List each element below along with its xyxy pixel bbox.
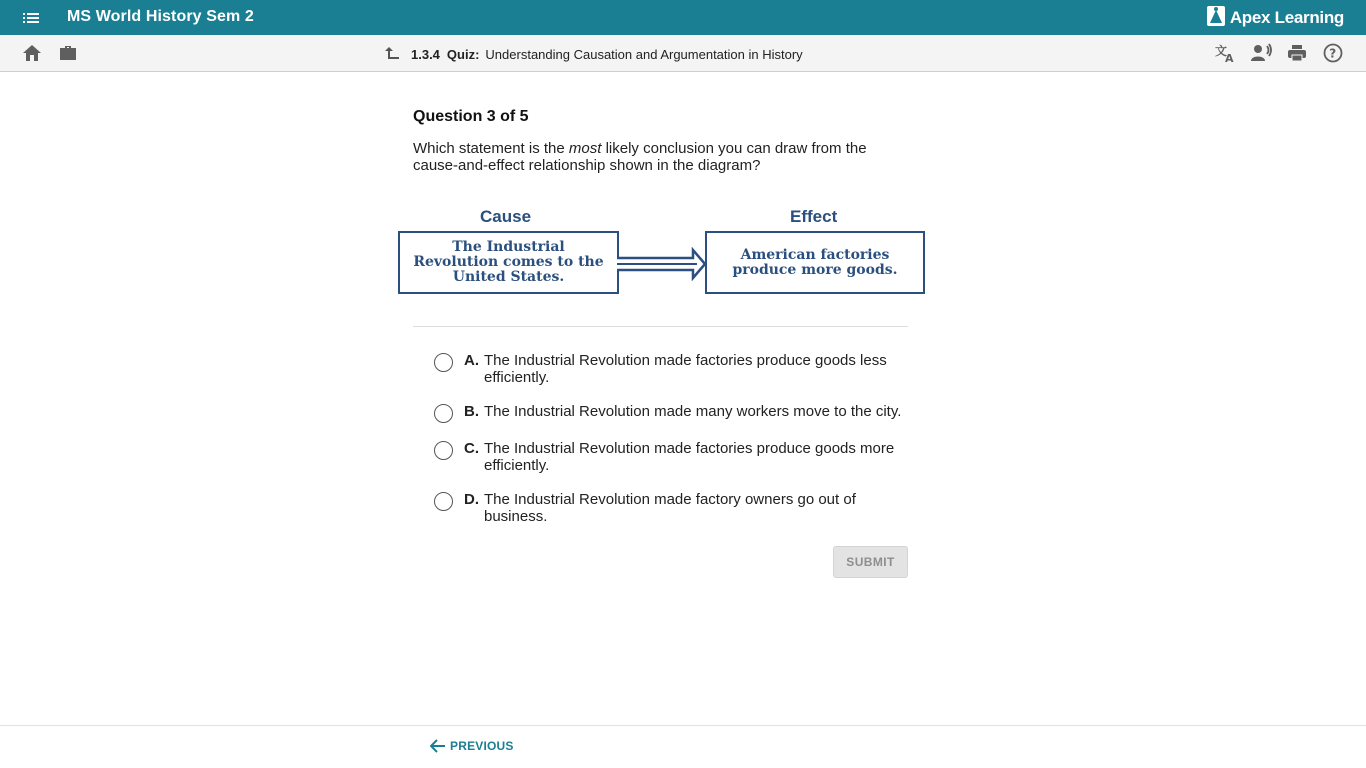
breadcrumb [383, 45, 803, 64]
choice-c[interactable] [434, 440, 914, 474]
top-bar [0, 0, 1366, 35]
previous-button[interactable] [430, 739, 514, 753]
radio-button[interactable] [434, 492, 453, 511]
menu-icon[interactable] [22, 9, 42, 27]
choice-text: The Industrial Revolution made factory owners go out of business. [484, 491, 856, 525]
activity-name: Understanding Causation and Argumentation in History [485, 47, 803, 62]
arrow-left-icon [430, 739, 446, 753]
help-icon[interactable] [1323, 43, 1343, 63]
print-icon[interactable] [1287, 43, 1307, 63]
choice-a[interactable] [434, 352, 914, 386]
radio-button[interactable] [434, 353, 453, 372]
submit-button[interactable]: SUBMIT [833, 546, 908, 578]
effect-heading: Effect [790, 207, 838, 226]
svg-text:文: 文 [1215, 44, 1228, 58]
up-arrow-icon[interactable] [383, 45, 401, 64]
choice-letter: C. [464, 440, 479, 457]
cause-box: The Industrial Revolution comes to the United States. [398, 231, 619, 294]
question-area [413, 108, 908, 174]
radio-button[interactable] [434, 441, 453, 460]
lesson-number: 1.3.4 [411, 47, 440, 62]
choice-letter: A. [464, 352, 479, 369]
divider [413, 326, 908, 327]
prompt-text-before: Which statement is the [413, 140, 569, 157]
apex-logo-icon [1206, 5, 1226, 32]
choice-letter: B. [464, 403, 479, 420]
prompt-text-after: likely conclusion you can draw from the cause-and-effect relationship shown in the diagram? [413, 140, 867, 174]
activity-type: Quiz: [446, 47, 480, 62]
brand-name: Apex Learning [1229, 8, 1344, 27]
text-to-speech-icon[interactable] [1251, 43, 1271, 63]
prompt-emphasis: most [568, 140, 602, 157]
choice-text: The Industrial Revolution made factories produce goods more efficiently. [484, 440, 895, 474]
choice-b[interactable] [434, 403, 914, 423]
svg-text:?: ? [1329, 46, 1337, 61]
previous-label: PREVIOUS [450, 739, 514, 753]
briefcase-icon[interactable] [58, 43, 78, 63]
course-title: MS World History Sem 2 [67, 8, 254, 25]
question-counter: Question 3 of 5 [413, 108, 529, 125]
home-icon[interactable] [22, 43, 42, 63]
sub-header [0, 35, 1366, 72]
choice-text: The Industrial Revolution made factories produce goods less efficiently. [484, 352, 887, 386]
choice-d[interactable] [434, 491, 914, 525]
footer-nav [0, 725, 1366, 768]
effect-box: American factories produce more goods. [705, 231, 925, 294]
radio-button[interactable] [434, 404, 453, 423]
answer-choices [434, 352, 914, 542]
svg-text:A: A [1225, 52, 1234, 63]
cause-heading: Cause [480, 207, 532, 226]
translate-icon[interactable] [1215, 43, 1235, 63]
arrow-icon [617, 247, 707, 281]
choice-letter: D. [464, 491, 479, 508]
question-prompt [413, 140, 908, 174]
cause-effect-diagram [397, 205, 927, 300]
choice-text: The Industrial Revolution made many workers move to the city. [484, 403, 902, 420]
brand-logo [1206, 6, 1344, 30]
